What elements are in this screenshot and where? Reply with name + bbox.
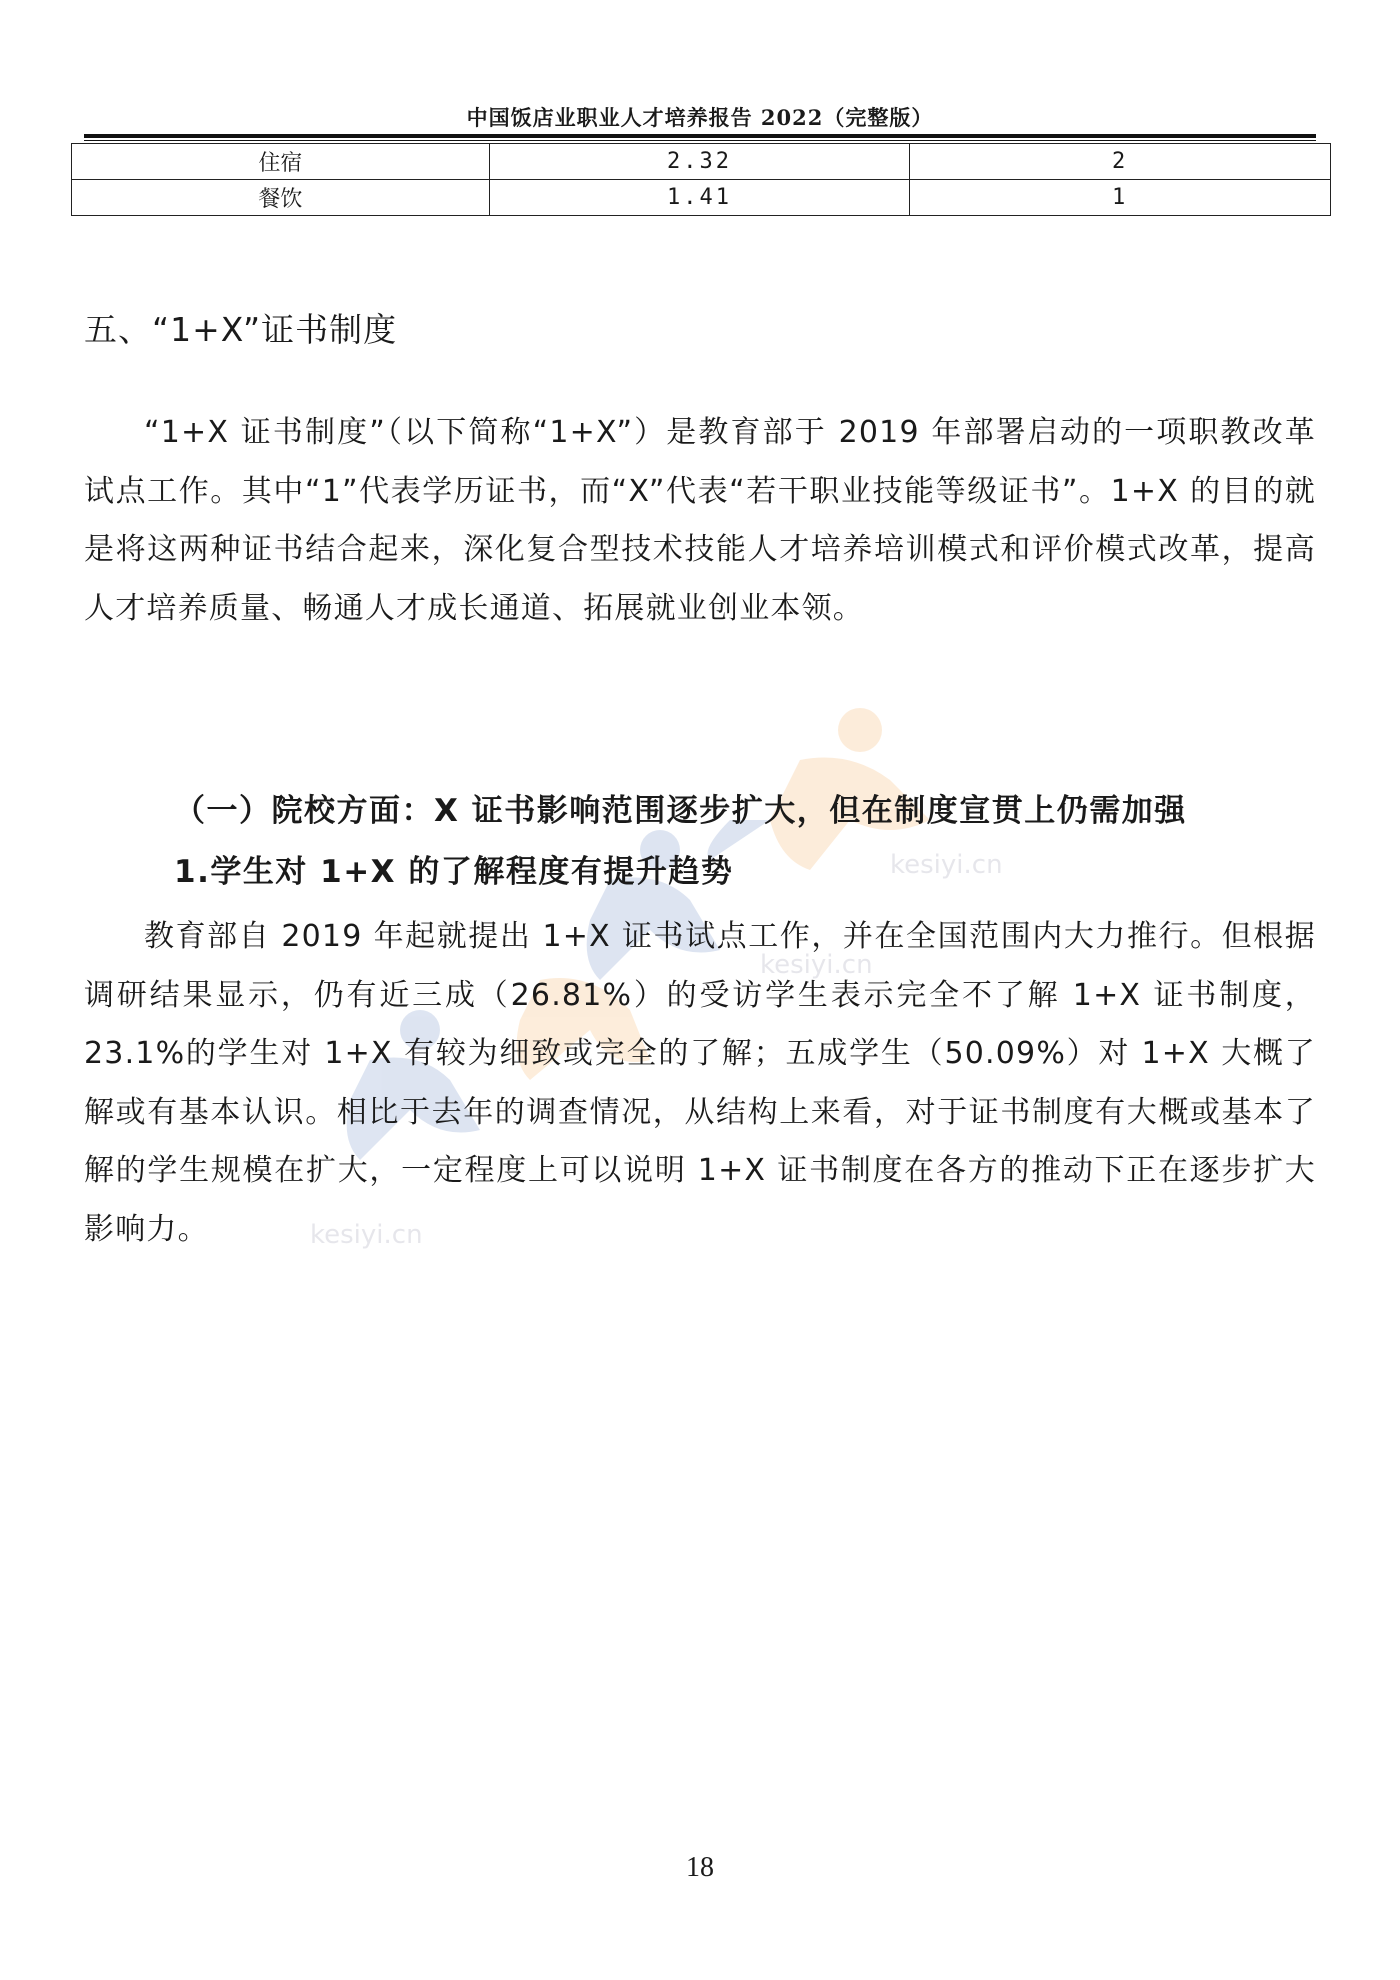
table-row [72,144,1331,180]
section-heading: 五、“1+X”证书制度 [84,310,398,349]
table-cell-value: 1.41 [489,180,910,216]
watermark-text: kesiyi.cn [310,1220,423,1250]
table-cell-value: 2 [910,144,1331,180]
report-header-title: 中国饭店业职业人才培养报告 2022（完整版） [466,105,934,130]
intro-paragraph: “1+X 证书制度”（以下简称“1+X”）是教育部于 2019 年部署启动的一项职教改革试点工作。其中“1”代表学历证书，而“X”代表“若干职业技能等级证书”。1+X 的目的就是将这两种证书结合起来，深化复合型技术技能人才培养培训模式和评价模式改革，提高人才培养质量、畅通人才成长通道、拓展就业创业本领。 [84,415,1316,626]
header-rule-thin [84,140,1316,141]
watermark-text: kesiyi.cn [760,950,873,980]
table-cell-value: 1 [910,180,1331,216]
table-cell-category: 住宿 [72,144,490,180]
header-rule [84,134,1316,138]
subsection-heading: （一）院校方面：X 证书影响范围逐步扩大，但在制度宣贯上仍需加强 [174,793,1187,829]
table-cell-category: 餐饮 [72,180,490,216]
data-table [71,143,1331,216]
watermark-text: kesiyi.cn [890,850,1003,880]
table-row [72,180,1331,216]
subsubsection-heading: 1.学生对 1+X 的了解程度有提升趋势 [174,854,734,890]
page-number: 18 [686,1852,714,1883]
table-cell-value: 2.32 [489,144,910,180]
body-paragraph: 教育部自 2019 年起就提出 1+X 证书试点工作，并在全国范围内大力推行。但根据调研结果显示，仍有近三成（26.81%）的受访学生表示完全不了解 1+X 证书制度，23.1%的学生对 1+X 有较为细致或完全的了解；五成学生（50.09%）对 1+X 大概了解或有基本认识。相比于去年的调查情况，从结构上来看，对于证书制度有大概或基本了解的学生规模在扩大，一定程度上可以说明 1+X 证书制度在各方的推动下正在逐步扩大影响力。 [84,919,1316,1247]
